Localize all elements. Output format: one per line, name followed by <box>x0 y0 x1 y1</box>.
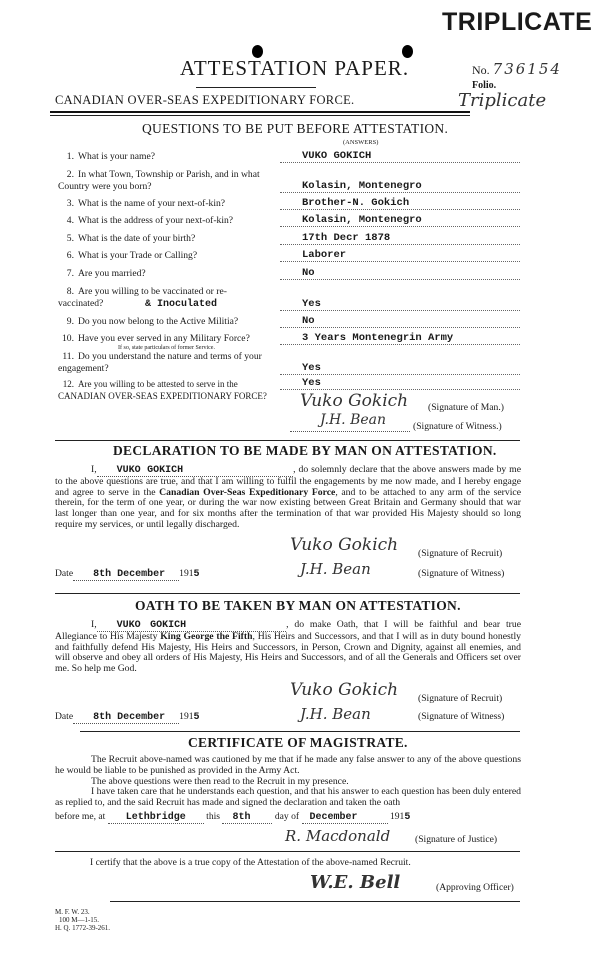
question-1: 1. What is your name? <box>66 151 155 162</box>
certificate-text: The Recruit above-named was cautioned by me that if he made any false answer to any of the above questions he would be liable to be punished as provided in the Army Act. The above questions were then read to the Recruit in my presence. I have taken care that he understands each question, and that his answer to each question has been duly entered as replied to, and the said Recruit has made and signed the declaration and taken the oath <box>55 754 521 809</box>
force-heading: CANADIAN OVER-SEAS EXPEDITIONARY FORCE. <box>55 93 355 107</box>
oath-signature-witness: J.H. Bean <box>300 705 371 723</box>
number-value: 736154 <box>492 60 562 78</box>
declaration-text: I, VUKO GOKICH , do solemnly declare that the above answers made by me to the above questions are true, and that I am willing to fulfil the engagements by me now made, and I hereby engage and agree to serve in the Canadian Over-Seas Expeditionary Force, and to be attached to any arm of the service therein, for the term of one year, or during the war now existing between Great Britain and Germany should that war last longer than one year, and for six months after the termination of that war provided His Majesty should so long require my services, or until legally discharged. <box>55 464 521 530</box>
signature-approving-officer: W.E. Bell <box>310 872 401 893</box>
answer-10: 3 Years Montenegrin Army <box>280 333 520 345</box>
oath-heading: OATH TO BE TAKEN BY MAN ON ATTESTATION. <box>135 598 461 613</box>
answer-5: 17th Decr 1878 <box>280 233 520 245</box>
answer-8: Yes <box>280 299 520 311</box>
approving-officer-label: (Approving Officer) <box>436 882 514 893</box>
declarant-name: VUKO GOKICH <box>97 465 294 477</box>
declaration-sig-recruit-label: (Signature of Recruit) <box>418 548 503 559</box>
sig-man-label: (Signature of Man.) <box>428 402 504 413</box>
question-5: 5. What is the date of your birth? <box>66 233 196 244</box>
answer-12: Yes <box>280 378 520 390</box>
certificate-heading: CERTIFICATE OF MAGISTRATE. <box>188 735 408 750</box>
signature-man: Vuko Gokich <box>300 391 409 411</box>
oath-name: VUKO GOKICH <box>97 620 286 632</box>
divider <box>80 731 520 732</box>
question-3: 3. What is the name of your next-of-kin? <box>66 198 226 209</box>
declaration-heading: DECLARATION TO BE MADE BY MAN ON ATTESTATION. <box>113 443 497 458</box>
oath-sig-witness-label: (Signature of Witness) <box>418 711 505 722</box>
question-4: 4. What is the address of your next-of-kin? <box>66 215 234 226</box>
divider <box>55 851 520 852</box>
answer-9: No <box>280 316 520 328</box>
folio-value: Triplicate <box>458 90 547 111</box>
answers-label: (ANSWERS) <box>343 139 379 146</box>
typed-insert-inoculated: & Inoculated <box>145 299 218 310</box>
document-title: ATTESTATION PAPER. <box>180 56 410 80</box>
answer-2: Kolasin, Montenegro <box>280 181 520 193</box>
divider <box>196 87 316 88</box>
answer-11: Yes <box>280 363 520 375</box>
divider <box>110 901 520 902</box>
sig-justice-label: (Signature of Justice) <box>415 834 498 845</box>
oath-sig-recruit-label: (Signature of Recruit) <box>418 693 503 704</box>
declaration-sig-witness-label: (Signature of Witness) <box>418 568 505 579</box>
question-6: 6. What is your Trade or Calling? <box>66 250 198 261</box>
form-codes: M. F. W. 23. 100 M—1-15. H. Q. 1772-39-261. <box>55 908 111 932</box>
triplicate-stamp: TRIPLICATE <box>442 8 593 36</box>
oath-text: I, VUKO GOKICH , do make Oath, that I will be faithful and bear true Allegiance to His Majesty King George the Fifth, His Heirs and Successors, and that I will as in duty bound honestly and faithfully defend His Majesty, His Heirs and Successors, in Person, Crown and Dignity, against all enemies, and will observe and obey all orders of His Majesty, His Heirs and Successors, and of all the Generals and Officers set over me. So help me God. <box>55 619 522 675</box>
answer-6: Laborer <box>280 250 520 262</box>
declaration-signature-recruit: Vuko Gokich <box>290 535 399 555</box>
number-label: No. <box>472 63 490 77</box>
oath-signature-recruit: Vuko Gokich <box>290 680 399 700</box>
answer-7: No <box>280 268 520 280</box>
signature-justice: R. Macdonald <box>285 827 391 845</box>
questions-heading: QUESTIONS TO BE PUT BEFORE ATTESTATION. <box>142 121 449 136</box>
question-7: 7. Are you married? <box>66 268 146 279</box>
sig-witness-label: (Signature of Witness.) <box>413 421 502 432</box>
question-2: 2. In what Town, Township or Parish, and in what Country were you born? <box>58 169 260 192</box>
question-9: 9. Do you now belong to the Active Militia? <box>66 316 239 327</box>
declaration-date: Date 8th December 1915 <box>55 568 200 580</box>
question-10: 10. Have you ever served in any Military Force? If so, state particulars of former Service. <box>62 333 250 351</box>
divider <box>55 593 520 594</box>
answer-4: Kolasin, Montenegro <box>280 215 520 227</box>
double-rule <box>50 111 470 113</box>
oath-date: Date 8th December 1915 <box>55 711 200 723</box>
question-8: 8. Are you willing to be vaccinated or re-vaccinated? <box>58 286 227 309</box>
question-12: 12. Are you willing to be attested to serve in the CANADIAN OVER-SEAS EXPEDITIONARY FORCE? <box>58 379 267 401</box>
answer-3: Brother-N. Gokich <box>280 198 520 210</box>
divider <box>55 440 520 441</box>
folio-label: Folio. <box>472 80 497 91</box>
regimental-number <box>472 60 562 78</box>
answer-1: VUKO GOKICH <box>280 151 520 163</box>
signature-witness: J.H. Bean <box>320 412 387 428</box>
certificate-place-date: before me, at Lethbridge this 8th day of December 1915 <box>55 811 411 823</box>
double-rule <box>50 115 470 116</box>
declaration-signature-witness: J.H. Bean <box>300 560 371 578</box>
question-11: 11. Do you understand the nature and terms of your engagement? <box>58 351 262 374</box>
certify-text: I certify that the above is a true copy of the Attestation of the above-named Recruit. <box>90 857 411 868</box>
